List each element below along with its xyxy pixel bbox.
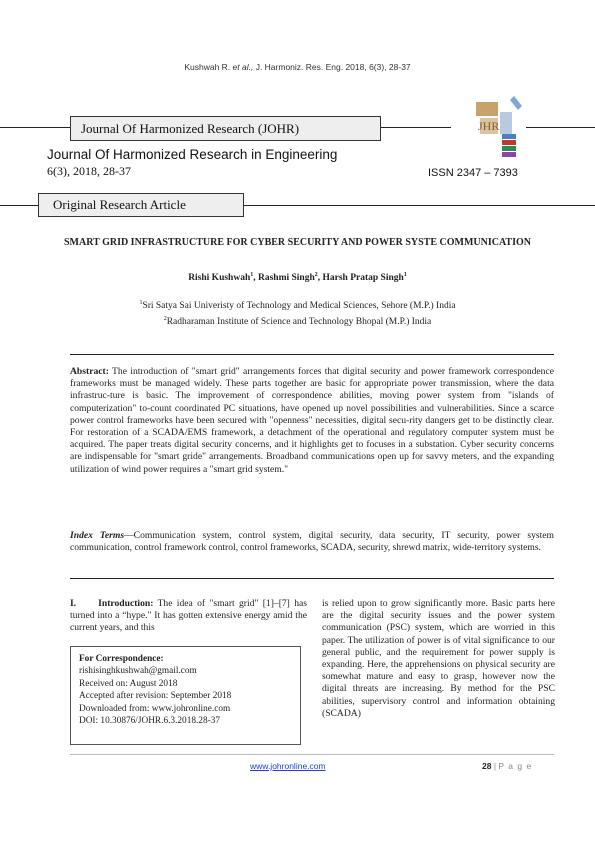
author-affil-sup: 1: [250, 272, 254, 278]
journal-name-box: [70, 116, 381, 141]
abstract-text: The introduction of "smart grid" arrangements forces that digital security and power framework correspondence frameworks must be managed widely. These parts together are basic for appropriate power transmission, where the data infrastruc-ture is basic. The improvement of correspondence abilities, moving power system from "islands of computerization" to-count coordinated PC situations, have opened up novel possibilities and vulnerabilities. Since a scarce power control frameworks have been secured with "openness" necessities, digital secu-rity dangers get to be distinctly clear. For restoration of a SCADA/EMS framework, a detachment of the operational and regulatory computer system must be acquired. The paper treats digital security concerns, and it highlights get to focuses in a substation. Cyber security concerns are indispensable for "smart gride" arrangements. Broadband communications open up for savvy meters, and the expanding utilization of wind power requires a "smart grid system.": [70, 366, 554, 475]
running-header-citation: [0, 62, 595, 72]
header-rule-middle: [381, 127, 451, 128]
journal-full-title: Journal Of Harmonized Research in Engineering: [47, 147, 338, 162]
journal-logo-letters: JHR: [478, 119, 500, 133]
section-heading: Introduction:: [98, 598, 154, 609]
article-type-box: [38, 193, 244, 217]
article-type-label: Original Research Article: [53, 197, 186, 212]
author-separator: ,: [253, 273, 258, 284]
abstract-top-rule: [70, 354, 554, 355]
journal-volume: 6(3), 2018, 28-37: [47, 164, 131, 178]
section-number: I.: [70, 598, 77, 609]
author-separator: ,: [317, 273, 323, 284]
correspondence-box: [70, 646, 301, 745]
author-affil-sup: 1: [403, 272, 407, 278]
affiliation-sup: 2: [163, 315, 167, 322]
footer-rule: [70, 754, 554, 755]
index-terms: [70, 530, 554, 554]
correspondence-heading: For Correspondence:: [79, 654, 164, 664]
author-name: Harsh Pratap Singh: [322, 273, 404, 284]
received-date: Received on: August 2018: [79, 678, 178, 689]
citation-authors: Kushwah R.: [184, 62, 233, 72]
intro-right-column: is relied upon to grow significantly more. Basic parts here are the digital security issues and the power system communication (PSC) system, which are worried in this paper. The utilization of power is of vital significance to our general public, and the requirement for power supply is expanding. Here, the apprehensions on physical security are somewhat mature and easy to grasp, however now the digital threats are increasing. By method for the PSC abilities, supervisory control and information obtaining (SCADA): [322, 598, 555, 719]
index-terms-text: —Communication system, control system, digital security, data security, IT security, power system communication, control framework control, control frameworks, SCADA, security, shrewd matrix, wide-territory systems.: [70, 530, 554, 554]
author-name: Rishi Kushwah: [188, 273, 251, 284]
abstract-label: Abstract:: [70, 366, 109, 377]
header-rule-left: [0, 127, 70, 128]
paper-title: SMART GRID INFRASTRUCTURE FOR CYBER SECURITY AND POWER SYSTE COMMUNICATION: [63, 237, 531, 248]
header-rule-right: [525, 127, 595, 128]
journal-name-box-text: Journal Of Harmonized Research (JOHR): [81, 121, 300, 136]
citation-journal: J. Harmoniz. Res. Eng. 2018, 6(3), 28-37: [253, 62, 411, 72]
correspondence-email: rishisinghkushwah@gmail.com: [79, 666, 197, 677]
page-word: P a g e: [498, 761, 533, 771]
index-terms-label: Index Terms: [70, 530, 125, 541]
page-number-block: [482, 761, 532, 771]
citation-etal: et al.,: [232, 62, 254, 72]
affiliation-sup: 1: [139, 300, 143, 306]
footer-website-link[interactable]: www.johronline.com: [250, 761, 326, 771]
page-number: 28: [482, 761, 492, 771]
journal-logo-graphic: [468, 92, 526, 162]
intro-left-text: The idea of "smart grid" [1]–[7] has turned into a “hype." It has gotten extensive energy amid the current years, and this: [70, 598, 307, 634]
index-terms-bottom-rule: [70, 578, 554, 579]
abstract: [70, 366, 554, 476]
affiliation-text: Radharaman Institute of Science and Technology Bhopal (M.P.) India: [166, 316, 432, 327]
article-type-rule-left: [0, 205, 38, 206]
download-source: Downloaded from: www.johronline.com: [79, 703, 231, 714]
affiliation: [0, 313, 595, 329]
affiliation-text: Sri Satya Sai Univeristy of Technology and Medical Sciences, Sehore (M.P.) India: [142, 301, 456, 312]
journal-logo-icon: [468, 92, 526, 162]
author-affil-sup: 2: [314, 272, 318, 278]
affiliations: [0, 297, 595, 328]
doi: DOI: 10.30876/JOHR.6.3.2018.28-37: [79, 716, 221, 727]
intro-left-column: [70, 598, 307, 635]
author-name: Rashmi Singh: [257, 273, 315, 284]
article-type-rule-right: [244, 205, 595, 206]
page-separator: |: [491, 761, 499, 771]
issn: ISSN 2347 – 7393: [428, 167, 518, 179]
author-list: [0, 272, 595, 283]
accepted-date: Accepted after revision: September 2018: [79, 691, 232, 702]
affiliation: [0, 297, 595, 313]
